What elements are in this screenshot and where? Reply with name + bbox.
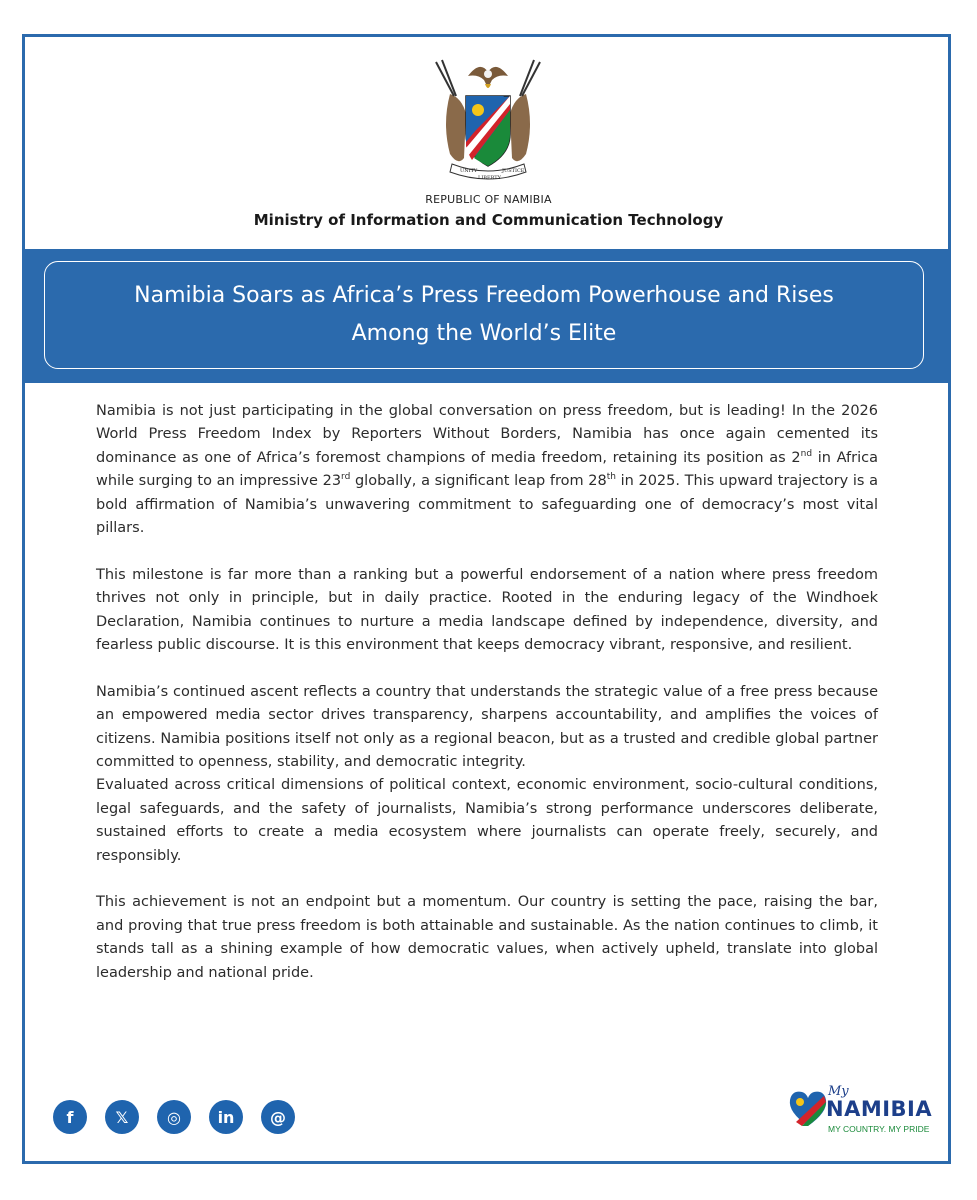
x-icon[interactable]: 𝕏: [105, 1100, 139, 1134]
headline: [74, 277, 894, 353]
my-namibia-logo: [786, 1084, 936, 1146]
headline-line-2: Among the World’s Elite: [351, 321, 617, 346]
headline-banner: [25, 249, 948, 383]
paragraph-3: Namibia’s continued ascent reflects a country that understands the strategic value of a free press because an empowered media sector drives transparency, sharpens accountability, and amplifies the voices of citizens. Namibia positions itself not only as a regional beacon, but as a trusted and credible global partner committed to openness, stability, and democratic integrity.: [96, 683, 878, 771]
press-release-body: [96, 400, 878, 1009]
logo-name: NAMIBIA: [826, 1097, 933, 1121]
logo-my: My: [828, 1084, 849, 1099]
headline-box: [44, 261, 924, 369]
paragraph-4: Evaluated across critical dimensions of political context, economic environment, socio-cultural conditions, legal safeguards, and the safety of journalists, Namibia’s strong performance underscores deliberate, sustained efforts to create a media ecosystem where journalists can operate freely, securely, and responsibly.: [96, 777, 878, 864]
paragraph-2: This milestone is far more than a ranking but a powerful endorsement of a nation where press freedom thrives not only in principle, but in daily practice. Rooted in the enduring legacy of the Windhoek Declaration, Namibia continues to nurture a media landscape defined by independence, diversity, and fearless public discourse. It is this environment that keeps democracy vibrant, responsive, and resilient.: [96, 566, 878, 654]
threads-icon[interactable]: @: [261, 1100, 295, 1134]
social-links: [53, 1100, 295, 1134]
crest-motto-liberty: LIBERTY: [478, 175, 501, 181]
logo-tagline: MY COUNTRY. MY PRIDE: [828, 1124, 930, 1134]
linkedin-icon[interactable]: in: [209, 1100, 243, 1134]
headline-line-1: Namibia Soars as Africa’s Press Freedom Powerhouse and Rises: [134, 283, 834, 308]
heart-flag-icon: [786, 1086, 830, 1130]
ministry-title: Ministry of Information and Communication Technology: [253, 211, 724, 229]
instagram-icon[interactable]: ◎: [157, 1100, 191, 1134]
facebook-icon[interactable]: f: [53, 1100, 87, 1134]
coat-of-arms-icon: [428, 54, 548, 190]
republic-label: REPUBLIC OF NAMIBIA: [425, 193, 552, 206]
paragraph-1: Namibia is not just participating in the global conversation on press freedom, but is leading! In the 2026 World Press Freedom Index by Reporters Without Borders, Namibia has once again cemented its dominance as one of Africa’s foremost champions of media freedom, retaining its position as 2nd in Africa while surging to an impressive 23rd globally, a significant leap from 28th in 2025. This upward trajectory is a bold affirmation of Namibia’s unwavering commitment to safeguarding one of democracy’s most vital pillars.: [96, 403, 879, 537]
crest-motto-unity: UNITY: [460, 168, 478, 174]
crest-motto-justice: JUSTICE: [502, 168, 525, 174]
paragraph-5: This achievement is not an endpoint but a momentum. Our country is setting the pace, raising the bar, and proving that true press freedom is both attainable and sustainable. As the nation continues to climb, it stands tall as a shining example of how democratic values, when actively upheld, translate into global leadership and national pride.: [96, 894, 878, 981]
